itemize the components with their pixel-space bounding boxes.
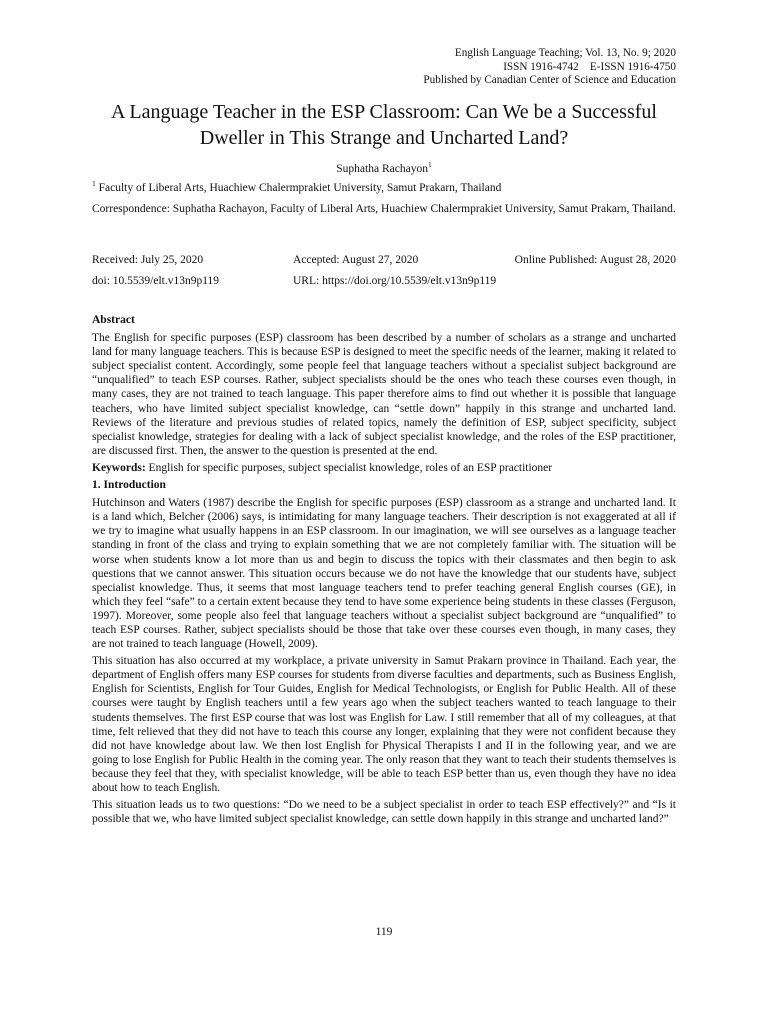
doi: doi: 10.5539/elt.v13n9p119 — [92, 275, 220, 287]
journal-citation: English Language Teaching; Vol. 13, No. 9; 2020 — [454, 47, 676, 59]
main-text — [92, 313, 676, 829]
issn-line: ISSN 1916-4742 E-ISSN 1916-4750 — [503, 60, 676, 73]
paper-title: A Language Teacher in the ESP Classroom: Can We be a Successful Dweller in This Strange and Uncharted Land? — [111, 101, 657, 149]
intro-paragraph-1: Hutchinson and Waters (1987) describe the English for specific purposes (ESP) classroom as a strange and uncharted land. It is a land which, Belcher (2006) says, is intimidating for many language teachers. Their description is not exaggerated at all if we try to imagine what usually happens in an ESP classroom. In our imagination, we will see ourselves as a language teacher standing in front of the class and trying to explain something that we are not completely familiar with. The situation will be worse when students know a lot more than us and begin to discuss the topics with their classmates and then begin to ask questions that we cannot answer. This situation occurs because we do not have the knowledge that our students have, subject specialist knowledge. Thus, it seems that most language teachers tend to prefer teaching general English courses (GE), in which they feel “safe” to a certain extent because they tend to have some experience being students in these classes (Ferguson, 1997). Moreover, some people also feel that language teachers without a specialist subject background are “unqualified” to teach ESP courses. Rather, subject specialists should be those that take over these courses even though, in many cases, they are not trained to teach language (Howell, 2009). — [92, 497, 676, 651]
affiliation-superscript: 1 — [92, 179, 96, 189]
affiliation-text: Faculty of Liberal Arts, Huachiew Chalermprakiet University, Samut Prakarn, Thailand — [95, 182, 502, 194]
keywords — [92, 461, 676, 475]
author-name: Suphatha Rachayon — [336, 163, 428, 175]
received-date: Received: July 25, 2020 — [92, 254, 204, 266]
intro-paragraph-3: This situation leads us to two questions: “Do we need to be a subject specialist in order to teach ESP effectively?” and “Is it possible that we, who have limited subject specialist knowledge, can settle down happily in this strange and uncharted land?” — [92, 799, 676, 826]
affiliation — [92, 181, 676, 195]
accepted-date: Accepted: August 27, 2020 — [293, 254, 419, 266]
keywords-text: English for specific purposes, subject specialist knowledge, roles of an ESP practitioner — [145, 461, 553, 474]
author-line — [0, 160, 768, 175]
abstract-text: The English for specific purposes (ESP) classroom has been described by a number of scholars as a strange and uncharted land for many language teachers. This is because ESP is designed to meet the specific needs of the learner, making it related to subject specialist content. Accordingly, some people feel that language teachers without a specialist subject background are “unqualified” to teach ESP courses. Rather, subject specialists should be the ones who teach these courses even though, in many cases, they are not trained to teach language. This paper therefore aims to find out whether it is possible that language teachers, who have limited subject specialist knowledge, can “settle down” happily in this strange and uncharted land. Reviews of the literature and previous studies of related topics, namely the definition of ESP, subject specificity, subject specialist knowledge, strategies for dealing with a lack of subject specialist knowledge, and the roles of the ESP practitioner, are discussed first. Then, the answer to the question is presented at the end. — [92, 332, 676, 457]
journal-header — [423, 47, 676, 88]
publisher-line: Published by Canadian Center of Science and Education — [423, 74, 676, 86]
doi-url[interactable]: URL: https://doi.org/10.5539/elt.v13n9p119 — [293, 275, 497, 287]
page-number: 119 — [375, 926, 393, 938]
author-superscript: 1 — [427, 160, 432, 170]
abstract-heading: Abstract — [92, 314, 135, 326]
published-date: Online Published: August 28, 2020 — [514, 254, 676, 266]
intro-paragraph-2: This situation has also occurred at my workplace, a private university in Samut Prakarn province in Thailand. Each year, the department of English offers many ESP courses for students from diverse faculties and departments, such as Business English, English for Scientists, English for Tour Guides, English for Medical Technologists, or English for Public Health. All of these courses were taught by English teachers until a few years ago when the subject teachers wanted to teach language to their students themselves. The first ESP course that was lost was English for Law. I still remember that all of my colleagues, at that time, felt relieved that they did not have to teach this course any longer, explaining that they were not confident because they did not have knowledge about law. We then lost English for Physical Therapists I and II in the following year, and we are going to lose English for Public Health in the coming year. The only reason that they want to teach their students themselves is because they feel that they, with specialist knowledge, will be able to teach ESP better than us, even though they have no idea about how to teach English. — [92, 655, 676, 794]
keywords-label: Keywords: — [92, 461, 146, 474]
introduction-heading: 1. Introduction — [92, 479, 166, 492]
correspondence: Correspondence: Suphatha Rachayon, Faculty of Liberal Arts, Huachiew Chalermprakiet University, Samut Prakarn, Thailand. — [92, 203, 676, 215]
